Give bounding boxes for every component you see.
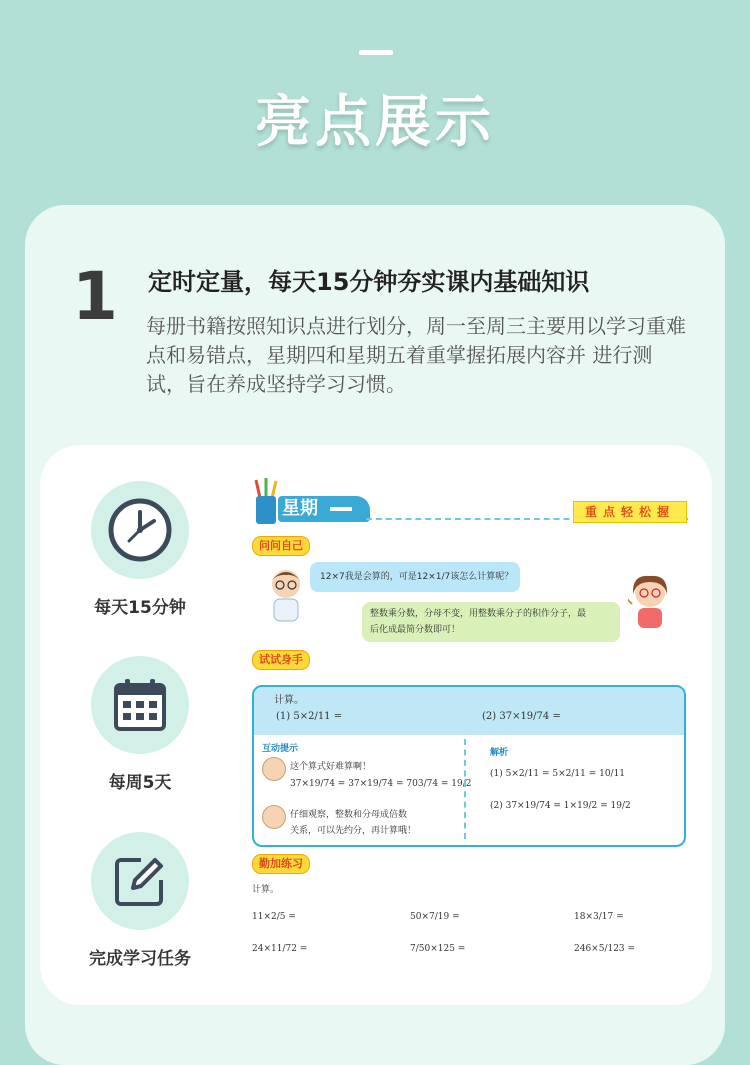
tip-avatar-2 [262, 805, 286, 829]
practice-item-2: 50×7/19 = [410, 912, 460, 922]
key-point-badge: 重点轻松握 [573, 501, 687, 523]
clock-icon [91, 481, 189, 579]
title-dash [359, 50, 393, 55]
side-item-task [50, 832, 230, 969]
hero-title: 亮点展示 [255, 90, 495, 155]
question-bubble: 12×7我是会算的，可是12×1/7该怎么计算呢？ [310, 562, 520, 592]
answer-1: (1) 5×2/11 = 5×2/11 = 10/11 [490, 769, 626, 779]
question-1: (1) 5×2/11 = [276, 711, 343, 722]
tip-title: 互动提示 [262, 744, 299, 754]
practice-item-1: 11×2/5 = [252, 912, 296, 922]
calc-box: 计算。 (1) 5×2/11 = (2) 37×19/74 = 互动提示 这个算式好难算啊！ 37×19/74 = 37×19/74 = 703/74 = 19/2 仔细观察，整数和分母成倍数 关系，可以先约分，再计算哦！ 解析 (1) 5×2/11 = 5×2/11 = 10/11 (2) 37×19/74 = 1×19/2 = 19/2 [252, 685, 686, 847]
practice-item-4: 24×11/72 = [252, 944, 308, 954]
try-tag: 试试身手 [252, 650, 310, 670]
practice-label: 计算。 [252, 885, 280, 895]
day-badge: 星期 [278, 496, 370, 522]
girl-avatar [628, 572, 672, 630]
answer-2: (2) 37×19/74 = 1×19/2 = 19/2 [490, 801, 631, 811]
practice-item-3: 18×3/17 = [574, 912, 624, 922]
feature-number: 1 [72, 258, 118, 335]
feature-title: 定时定量，每天15分钟夯实课内基础知识 [148, 268, 590, 296]
side-label-daily: 每天15分钟 [94, 598, 186, 618]
answer-title: 解析 [490, 748, 509, 758]
calc-header: 计算。 (1) 5×2/11 = (2) 37×19/74 = [254, 687, 684, 735]
side-label-weekly: 每周5天 [108, 773, 172, 793]
worksheet-preview [248, 478, 693, 998]
practice-tag: 勤加练习 [252, 854, 310, 874]
question-2: (2) 37×19/74 = [482, 711, 561, 722]
side-label-task: 完成学习任务 [89, 949, 191, 969]
tip-equation: 37×19/74 = 37×19/74 = 703/74 = 19/2 [290, 779, 472, 789]
side-item-daily [50, 481, 230, 618]
feature-description: 每册书籍按照知识点进行划分，周一至周三主要用以学习重难点和易错点，星期四和星期五着重掌握拓展内容并 进行测试，旨在养成坚持学习习惯。 [146, 314, 686, 396]
ask-tag: 问问自己 [252, 536, 310, 556]
edit-icon [91, 832, 189, 930]
practice-item-5: 7/50×125 = [410, 944, 466, 954]
calendar-icon [91, 656, 189, 754]
side-item-weekly [50, 656, 230, 793]
tip-avatar-1 [262, 757, 286, 781]
practice-item-6: 246×5/123 = [574, 944, 636, 954]
boy-avatar [266, 566, 306, 624]
answer-bubble: 整数乘分数，分母不变，用整数乘分子的积作分子，最 后化成最简分数即可！ [362, 602, 620, 642]
calc-divider [464, 739, 466, 839]
